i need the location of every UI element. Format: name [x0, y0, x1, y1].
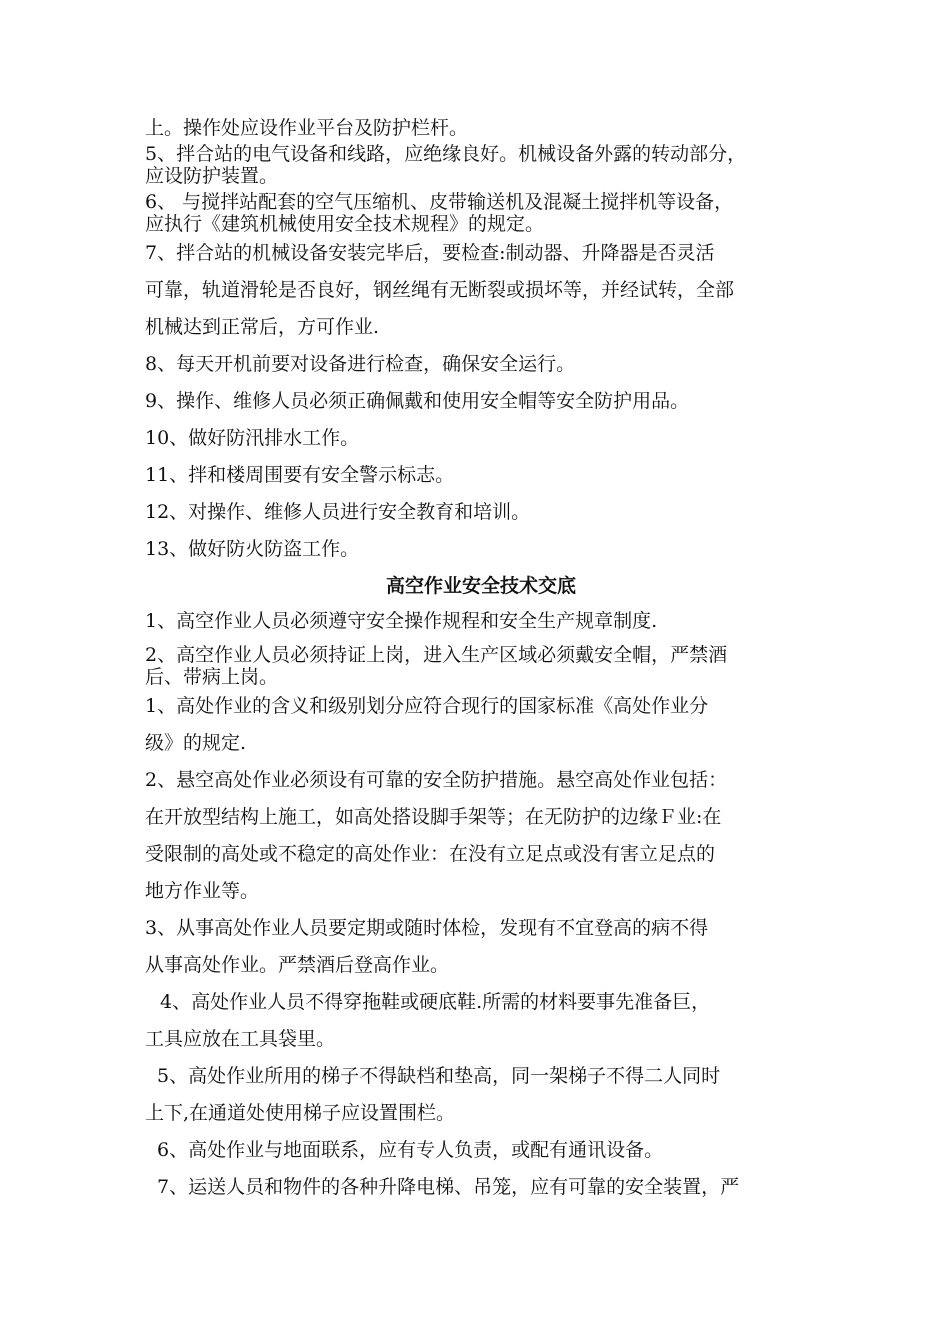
paragraph-line: 2、高空作业人员必须持证上岗，进入生产区域必须戴安全帽，严禁酒 — [145, 644, 728, 666]
paragraph-line: 3、从事高处作业人员要定期或随时体检，发现有不宜登高的病不得 — [145, 917, 709, 939]
paragraph-line: 8、每天开机前要对设备进行检查，确保安全运行。 — [145, 353, 576, 375]
paragraph-line: 7、拌合站的机械设备安装完毕后，要检查:制动器、升降器是否灵活 — [145, 242, 715, 264]
paragraph-line: 4、高处作业人员不得穿拖鞋或硬底鞋.所需的材料要事先准备巨， — [160, 991, 711, 1013]
paragraph-line: 6、高处作业与地面联系，应有专人负责，或配有通讯设备。 — [157, 1139, 664, 1161]
paragraph-line: 受限制的高处或不稳定的高处作业：在没有立足点或没有害立足点的 — [145, 843, 716, 865]
paragraph-line: 1、高处作业的含义和级别划分应符合现行的国家标准《高处作业分 — [145, 695, 709, 717]
paragraph-line: 后、带病上岗。 — [145, 666, 279, 688]
paragraph-line: 应设防护装置。 — [145, 165, 279, 187]
paragraph-line: 5、拌合站的电气设备和线路，应绝缘良好。机械设备外露的转动部分， — [145, 143, 747, 165]
section-title: 高空作业安全技术交底 — [385, 575, 576, 597]
paragraph-line: 6、 与搅拌站配套的空气压缩机、皮带输送机及混凝土搅拌机等设备， — [145, 191, 734, 213]
document-body — [145, 117, 817, 1206]
paragraph-line: 应执行《建筑机械使用安全技术规程》的规定。 — [145, 213, 545, 235]
paragraph-line: 上下,在通道处使用梯子应设置围栏。 — [145, 1102, 456, 1124]
paragraph-line: 2、悬空高处作业必须设有可靠的安全防护措施。悬空高处作业包括： — [145, 769, 728, 791]
paragraph-line: 从事高处作业。严禁酒后登高作业。 — [145, 954, 450, 976]
paragraph-line: 地方作业等。 — [145, 880, 260, 902]
paragraph-line: 上。操作处应设作业平台及防护栏杆。 — [145, 117, 469, 139]
paragraph-line: 5、高处作业所用的梯子不得缺档和垫高，同一架梯子不得二人同时 — [157, 1065, 721, 1087]
paragraph-line: 7、运送人员和物件的各种升降电梯、吊笼，应有可靠的安全装置，严 — [157, 1176, 740, 1198]
paragraph-line: 13、做好防火防盗工作。 — [145, 538, 360, 560]
paragraph-line: 9、操作、维修人员必须正确佩戴和使用安全帽等安全防护用品。 — [145, 390, 690, 412]
paragraph-line: 10、做好防汛排水工作。 — [145, 427, 360, 449]
paragraph-line: 机械达到正常后，方可作业. — [145, 316, 380, 338]
paragraph-line: 工具应放在工具袋里。 — [145, 1028, 336, 1050]
paragraph-line: 12、对操作、维修人员进行安全教育和培训。 — [145, 501, 531, 523]
paragraph-line: 级》的规定. — [145, 732, 247, 754]
paragraph-line: 1、高空作业人员必须遵守安全操作规程和安全生产规章制度. — [145, 610, 658, 632]
paragraph-line: 可靠，轨道滑轮是否良好，钢丝绳有无断裂或损坏等，并经试转，全部 — [145, 279, 735, 301]
paragraph-line: 11、拌和楼周围要有安全警示标志。 — [145, 464, 455, 486]
paragraph-line: 在开放型结构上施工，如高处搭设脚手架等；在无防护的边缘Ｆ业:在 — [145, 806, 722, 828]
